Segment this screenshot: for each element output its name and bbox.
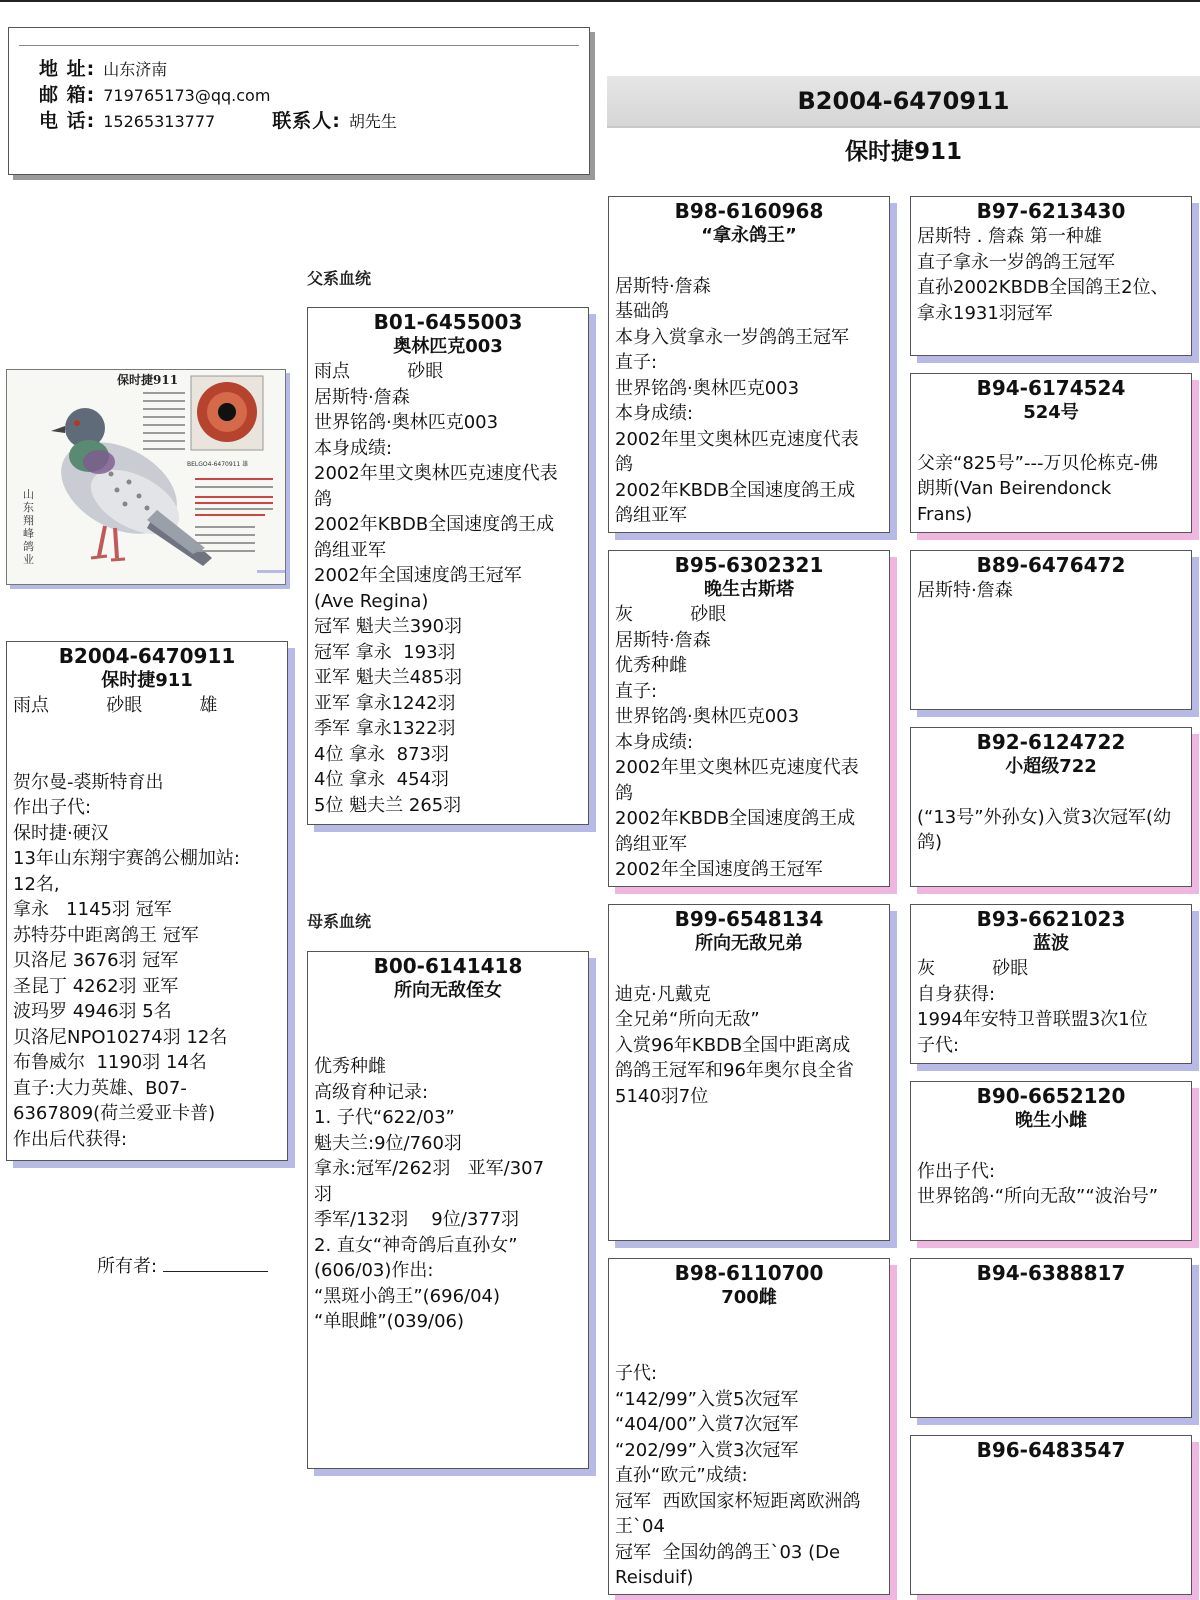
- dam-name: 所向无敌侄女: [394, 980, 502, 1001]
- contact-person-label: 联系人:: [272, 110, 341, 132]
- pedigree-ring-title: B2004-6470911: [607, 76, 1200, 126]
- grandparent-details-3: 迪克·凡戴克 全兄弟“所向无敌” 入赏96年KBDB全国中距离成 鸽鸽王冠军和96年奥尔良全省 5140羽7位: [615, 983, 854, 1107]
- dam-card: [307, 951, 589, 1469]
- great-grandparent-details-3: 居斯特·詹森: [917, 580, 1013, 601]
- great-grandparent-ring-1: B97-6213430: [976, 199, 1126, 223]
- great-grandparent-ring-8: B96-6483547: [976, 1438, 1126, 1462]
- grandparent-ring-3: B99-6548134: [674, 907, 824, 931]
- email-row: [39, 84, 270, 107]
- great-grandparent-details-1: 居斯特 . 詹森 第一种雄 直子拿永一岁鸽鸽王冠军 直孙2002KBDB全国鸽王2位、 拿永1931羽冠军: [917, 226, 1169, 324]
- grandparent-ring-4: B98-6110700: [674, 1261, 824, 1285]
- great-grandparent-ring-5: B93-6621023: [976, 907, 1126, 931]
- photo-title: 保时捷911: [117, 373, 179, 387]
- email-label: 邮 箱:: [39, 84, 96, 106]
- sire-ring: B01-6455003: [373, 310, 523, 334]
- great-grandparent-details-2: 父亲“825号”---万贝伦栋克-佛 朗斯(Van Beirendonck Frans): [917, 452, 1158, 525]
- owner-label: 所有者:: [97, 1256, 158, 1277]
- top-rule: [0, 0, 1200, 2]
- great-grandparent-details-4: (“13号”外孙女)入赏3次冠军(幼 鸽): [917, 806, 1172, 853]
- great-grandparent-card-2: [910, 373, 1192, 533]
- address-label: 地 址:: [39, 58, 96, 80]
- great-grandparent-name-5: 蓝波: [1033, 933, 1069, 954]
- great-grandparent-ring-3: B89-6476472: [976, 553, 1126, 577]
- pedigree-name-title: 保时捷911: [844, 139, 962, 165]
- great-grandparent-card-4: [910, 727, 1192, 887]
- sire-name: 奥林匹克003: [393, 336, 503, 357]
- grandparent-card-3: [608, 904, 890, 1241]
- sire-line-label: 父系血统: [307, 269, 372, 288]
- contact-box: [8, 27, 590, 175]
- grandparent-card-2: [608, 550, 890, 887]
- subject-name: 保时捷911: [101, 670, 193, 691]
- great-grandparent-card-5: [910, 904, 1192, 1064]
- great-grandparent-card-1: [910, 196, 1192, 356]
- great-grandparent-card-3: [910, 550, 1192, 710]
- great-grandparent-name-6: 晚生小雌: [1015, 1110, 1087, 1131]
- phone-value[interactable]: 15265313777: [103, 112, 216, 131]
- grandparent-ring-1: B98-6160968: [674, 199, 824, 223]
- phone-row: [39, 110, 397, 133]
- address-row: [39, 58, 167, 81]
- subject-details: 雨点 砂眼 雄 贺尔曼-裘斯特育出 作出子代: 保时捷·硬汉 13年山东翔宇赛鸽公棚加站: 12名, 拿永 1145羽 冠军 苏特芬中距离鸽王 冠军 贝洛尼 3676羽 冠军 圣昆丁 4262羽 亚军 波玛罗 4946羽 5名 贝洛尼NPO10274羽 12名 布鲁威尔 1190羽 14名 直子:大力英雄、B07- 6367809(荷兰爱亚卡普) 作出后代获得:: [13, 695, 240, 1150]
- grandparent-details-2: 灰 砂眼 居斯特·詹森 优秀种雌 直子: 世界铭鸽·奥林匹克003 本身成绩: 2002年里文奥林匹克速度代表 鸽 2002年KBDB全国速度鸽王成 鸽组亚军 2002年全国速度鸽王冠军: [615, 604, 859, 880]
- great-grandparent-card-6: [910, 1081, 1192, 1241]
- address-value: 山东济南: [103, 60, 168, 79]
- grandparent-name-3: 所向无敌兄弟: [695, 933, 803, 954]
- phone-label: 电 话:: [39, 110, 96, 132]
- sire-details: 雨点 砂眼 居斯特·詹森 世界铭鸽·奥林匹克003 本身成绩: 2002年里文奥林匹克速度代表 鸽 2002年KBDB全国速度鸽王成 鸽组亚军 2002年全国速度鸽王冠军 (Ave Regina) 冠军 魁夫兰390羽 冠军 拿永 193羽 亚军 魁夫兰485羽 亚军 拿永1242羽 季军 拿永1322羽 4位 拿永 873羽 4位 拿永 454羽 5位 魁夫兰 265羽: [314, 361, 558, 816]
- owner-field: [97, 1252, 268, 1278]
- grandparent-details-4: 子代: “142/99”入赏5次冠军 “404/00”入赏7次冠军 “202/99”入赏3次冠军 直孙“欧元”成绩: 冠军 西欧国家杯短距离欧洲鸽 王`04 冠军 全国幼鸽鸽王`03 (De Reisduif): [615, 1363, 861, 1588]
- great-grandparent-ring-4: B92-6124722: [976, 730, 1126, 754]
- great-grandparent-card-8: [910, 1435, 1192, 1595]
- grandparent-card-4: [608, 1258, 890, 1595]
- contact-divider: [19, 45, 579, 46]
- grandparent-ring-2: B95-6302321: [674, 553, 824, 577]
- photo-ring: BELGO4-6470911 雄: [187, 461, 249, 468]
- email-value[interactable]: 719765173@qq.com: [103, 86, 271, 105]
- great-grandparent-details-5: 灰 砂眼 自身获得: 1994年安特卫普联盟3次1位 子代:: [917, 958, 1148, 1056]
- pigeon-image: [7, 370, 286, 585]
- subject-card: [6, 641, 288, 1161]
- grandparent-name-2: 晚生古斯塔: [704, 579, 794, 600]
- great-grandparent-card-7: [910, 1258, 1192, 1418]
- great-grandparent-name-2: 524号: [1023, 402, 1079, 423]
- great-grandparent-details-6: 作出子代: 世界铭鸽·“所向无敌”“波治号”: [917, 1160, 1159, 1207]
- grandparent-card-1: [608, 196, 890, 533]
- grandparent-name-1: “拿永鸽王”: [701, 225, 797, 246]
- dam-line-label: 母系血统: [307, 912, 372, 931]
- title-divider: [607, 126, 1200, 128]
- grandparent-name-4: 700雌: [721, 1287, 777, 1308]
- sire-card: [307, 307, 589, 825]
- great-grandparent-ring-6: B90-6652120: [976, 1084, 1126, 1108]
- great-grandparent-ring-7: B94-6388817: [976, 1261, 1126, 1285]
- owner-line: [163, 1271, 268, 1272]
- dam-ring: B00-6141418: [373, 954, 523, 978]
- great-grandparent-name-4: 小超级722: [1005, 756, 1097, 777]
- contact-person-value: 胡先生: [348, 112, 397, 131]
- pigeon-photo: [6, 369, 286, 585]
- great-grandparent-ring-2: B94-6174524: [976, 376, 1126, 400]
- dam-details: 优秀种雌 高级育种记录: 1. 子代“622/03” 魁夫兰:9位/760羽 拿永:冠军/262羽 亚军/307 羽 季军/132羽 9位/377羽 2. 直女“神奇鸽后直孙女” (606/03)作出: “黑斑小鸽王”(696/04) “单眼雌”(039/06): [314, 1056, 545, 1332]
- subject-ring: B2004-6470911: [58, 644, 236, 668]
- grandparent-details-1: 居斯特·詹森 基础鸽 本身入赏拿永一岁鸽鸽王冠军 直子: 世界铭鸽·奥林匹克003 本身成绩: 2002年里文奥林匹克速度代表 鸽 2002年KBDB全国速度鸽王成 鸽组亚军: [615, 275, 859, 526]
- photo-side-text: 山东翔峰鸽业: [23, 488, 34, 566]
